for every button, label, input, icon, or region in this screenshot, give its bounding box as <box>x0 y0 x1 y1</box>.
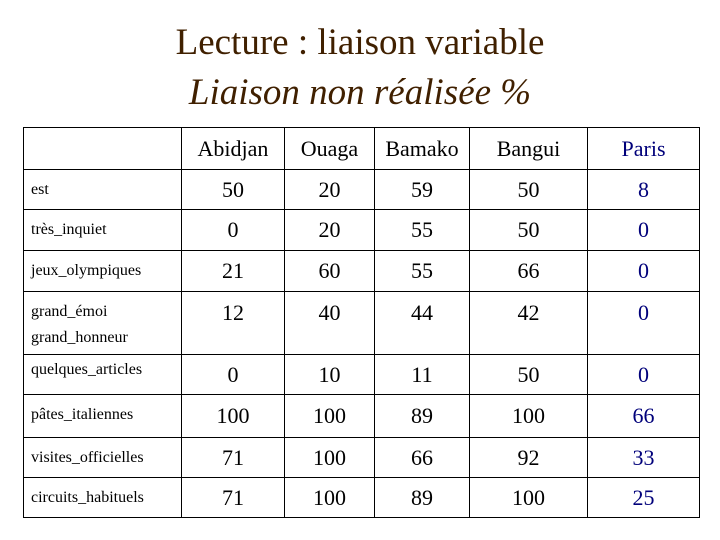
cell: 42 <box>470 292 588 355</box>
cell: 89 <box>375 395 470 438</box>
cell: 0 <box>588 251 700 292</box>
cell: 71 <box>182 438 285 478</box>
cell: 25 <box>588 478 700 518</box>
row-label: visites_officielles <box>24 438 182 478</box>
cell: 55 <box>375 251 470 292</box>
cell: 100 <box>285 438 375 478</box>
row-label: pâtes_italiennes <box>24 395 182 438</box>
cell: 44 <box>375 292 470 355</box>
row-label: circuits_habituels <box>24 478 182 518</box>
row-label: quelques_articles <box>24 355 182 395</box>
cell: 0 <box>588 292 700 355</box>
cell: 33 <box>588 438 700 478</box>
slide-title: Lecture : liaison variable <box>175 22 545 63</box>
cell: 0 <box>588 210 700 251</box>
cell: 20 <box>285 210 375 251</box>
cell: 50 <box>470 355 588 395</box>
col-header-bamako: Bamako <box>375 128 470 170</box>
cell: 55 <box>375 210 470 251</box>
table-row <box>24 292 700 355</box>
row-label: jeux_olympiques <box>24 251 182 292</box>
table-row <box>24 170 700 210</box>
cell: 50 <box>182 170 285 210</box>
row-label <box>24 292 182 355</box>
col-header-bangui: Bangui <box>470 128 588 170</box>
table-row <box>24 438 700 478</box>
cell: 66 <box>588 395 700 438</box>
slide-subtitle: Liaison non réalisée % <box>188 72 532 113</box>
cell: 21 <box>182 251 285 292</box>
data-table <box>23 127 700 518</box>
cell: 100 <box>285 478 375 518</box>
cell: 100 <box>470 395 588 438</box>
cell: 50 <box>470 170 588 210</box>
cell: 0 <box>182 210 285 251</box>
cell: 59 <box>375 170 470 210</box>
cell: 0 <box>588 355 700 395</box>
table-row <box>24 395 700 438</box>
cell: 50 <box>470 210 588 251</box>
cell: 40 <box>285 292 375 355</box>
cell: 100 <box>182 395 285 438</box>
cell: 100 <box>285 395 375 438</box>
table-row <box>24 478 700 518</box>
cell: 100 <box>470 478 588 518</box>
cell: 11 <box>375 355 470 395</box>
table-row <box>24 210 700 251</box>
cell: 66 <box>375 438 470 478</box>
row-label-line: grand_honneur <box>31 329 128 346</box>
table-row <box>24 355 700 395</box>
row-label-line: grand_émoi <box>31 303 108 320</box>
cell: 60 <box>285 251 375 292</box>
col-header-abidjan: Abidjan <box>182 128 285 170</box>
table-row <box>24 251 700 292</box>
cell: 89 <box>375 478 470 518</box>
cell: 12 <box>182 292 285 355</box>
cell: 8 <box>588 170 700 210</box>
row-label: est <box>24 170 182 210</box>
row-label: très_inquiet <box>24 210 182 251</box>
cell: 20 <box>285 170 375 210</box>
cell: 66 <box>470 251 588 292</box>
cell: 10 <box>285 355 375 395</box>
cell: 71 <box>182 478 285 518</box>
col-header-ouaga: Ouaga <box>285 128 375 170</box>
col-header-paris: Paris <box>588 128 700 170</box>
corner-cell <box>24 128 182 170</box>
cell: 92 <box>470 438 588 478</box>
header-row <box>24 128 700 170</box>
cell: 0 <box>182 355 285 395</box>
